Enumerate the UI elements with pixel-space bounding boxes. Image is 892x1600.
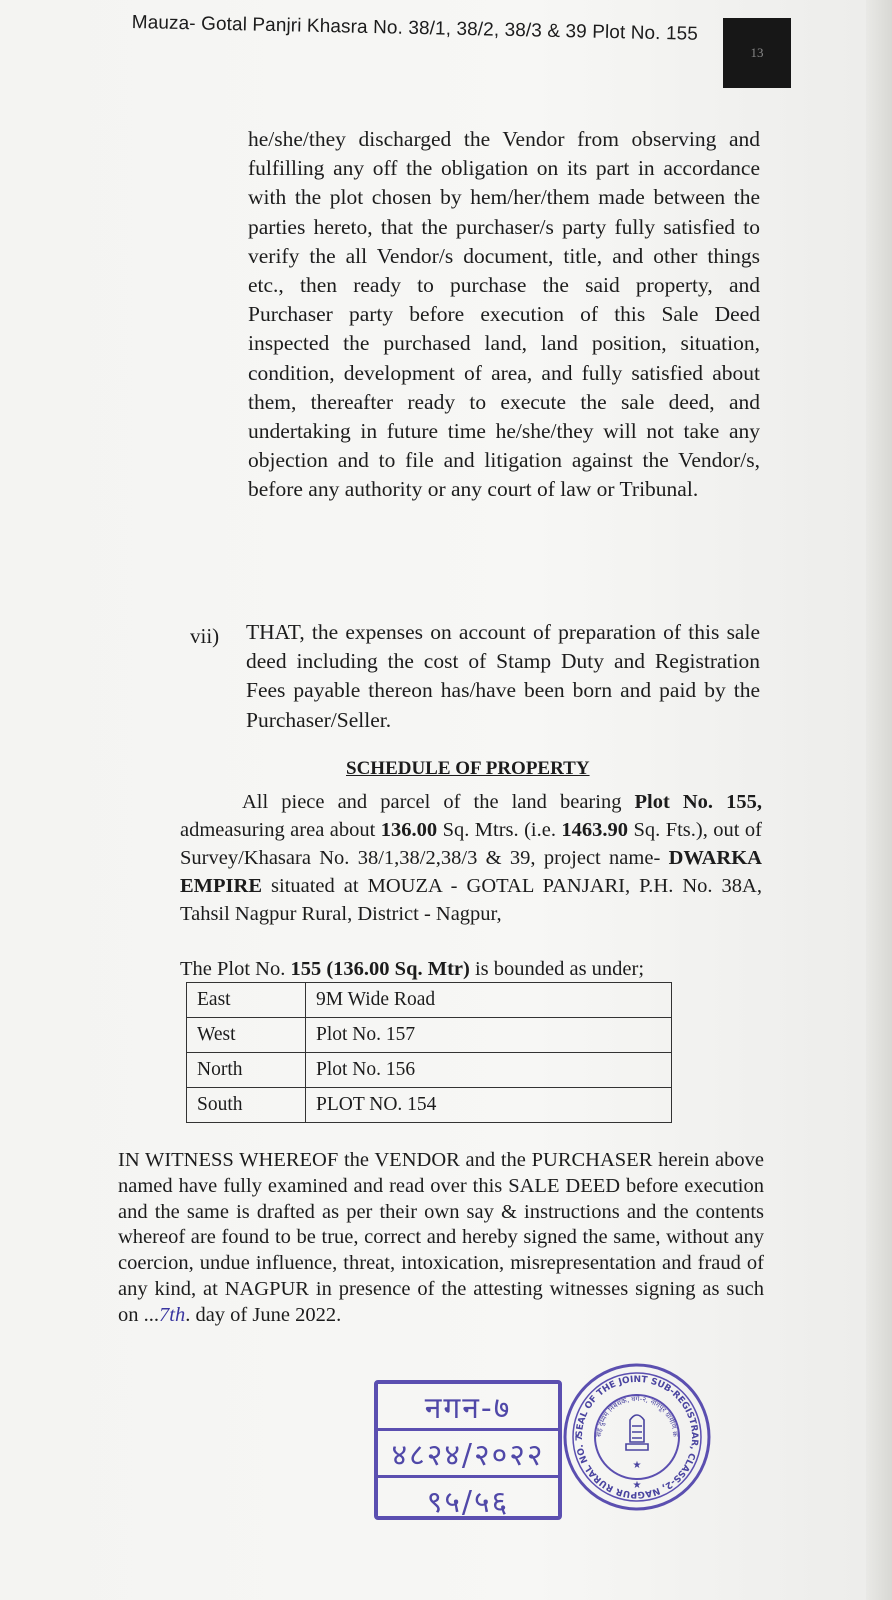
emblem-icon bbox=[626, 1415, 648, 1450]
schedule-paragraph: All piece and parcel of the land bearing Plot No. 155, admeasuring area about 136.00 Sq. Mtrs. (i.e. 1463.90 Sq. Fts.), out of Survey/Khasara No. 38/1,38/2,38/3 & 39, project name- DWARKA EMPIRE situated at MOUZA - GOTAL PANJARI, P.H. No. 38A, Tahsil Nagpur Rural, District - Nagpur, bbox=[180, 791, 763, 925]
boundary-side: East bbox=[187, 983, 306, 1018]
boundary-side: West bbox=[187, 1018, 306, 1053]
clause-vii-text: THAT, the expenses on account of preparation of this sale deed including the cost of Stamp Duty and Registration Fees payable thereon has/have been born and paid by the Purchaser/Seller. bbox=[246, 620, 760, 732]
stamp-office-code: नगन-७ bbox=[378, 1384, 558, 1431]
boundaries-table bbox=[186, 982, 672, 1123]
stamp-page-count: ९५/५६ bbox=[426, 1484, 510, 1520]
boundary-value: Plot No. 157 bbox=[306, 1018, 672, 1053]
boundaries-intro: The Plot No. 155 (136.00 Sq. Mtr) is bounded as under; bbox=[180, 958, 645, 980]
clause-vii-number: vii) bbox=[190, 624, 220, 648]
handwritten-day: 7th bbox=[159, 1303, 186, 1326]
page-header: Mauza- Gotal Panjri Khasra No. 38/1, 38/2, 38/3 & 39 Plot No. 155 bbox=[131, 12, 699, 45]
star-icon: ★ bbox=[632, 1480, 642, 1491]
boundary-side: South bbox=[187, 1088, 306, 1123]
witness-paragraph: IN WITNESS WHEREOF the VENDOR and the PURCHASER herein above named have fully examined and read over this SALE DEED before execution and the same is drafted as per their own say & instructions and the contents whereof are found to be true, correct and hereby signed the same, without any coercion, undue influence, threat, intoxication, misrepresentation and fraud of any kind, at NAGPUR in presence of the attesting witnesses signing as such on ...7th. day of June 2022. bbox=[118, 1149, 764, 1326]
table-row bbox=[187, 1018, 672, 1053]
boundary-value: Plot No. 156 bbox=[306, 1053, 672, 1088]
boundary-value: 9M Wide Road bbox=[306, 983, 672, 1018]
seal-outer-text: SEAL OF THE JOINT SUB-REGISTRAR, CLASS-2, NAGPUR RURAL NO. 7 bbox=[574, 1374, 700, 1500]
seal-inner-text: सह दुय्यम निबंधक, वर्ग-२, नागपूर ग्रामीण क्र bbox=[594, 1394, 680, 1438]
table-row bbox=[187, 1088, 672, 1123]
boundary-side: North bbox=[187, 1053, 306, 1088]
table-row bbox=[187, 1053, 672, 1088]
sub-registrar-seal bbox=[562, 1362, 712, 1512]
table-row bbox=[187, 983, 672, 1018]
page-edge-shadow bbox=[866, 0, 892, 1600]
page-number: 13 bbox=[723, 18, 791, 88]
schedule-title: SCHEDULE OF PROPERTY bbox=[346, 758, 590, 779]
registration-stamp bbox=[374, 1380, 562, 1520]
clause-vi-continued: he/she/they discharged the Vendor from observing and fulfilling any off the obligation on its part in accordance with the plot chosen by hem/her/them made between the parties hereto, that the purchaser/s party fully satisfied to verify the all Vendor/s document, title, and other things etc., then ready to purchase the said property, and Purchaser party before execution of this Sale Deed inspected the purchased land, land position, situation, condition, development of area, and fully satisfied about them, thereafter ready to execute the sale deed, and undertaking in future time he/she/they will not take any objection and to file and litigation against the Vendor/s, before any authority or any court of law or Tribunal. bbox=[248, 127, 760, 502]
boundary-value: PLOT NO. 154 bbox=[306, 1088, 672, 1123]
star-icon: ★ bbox=[632, 1460, 642, 1471]
stamp-document-number: ४८२४/२०२२ bbox=[378, 1431, 558, 1478]
